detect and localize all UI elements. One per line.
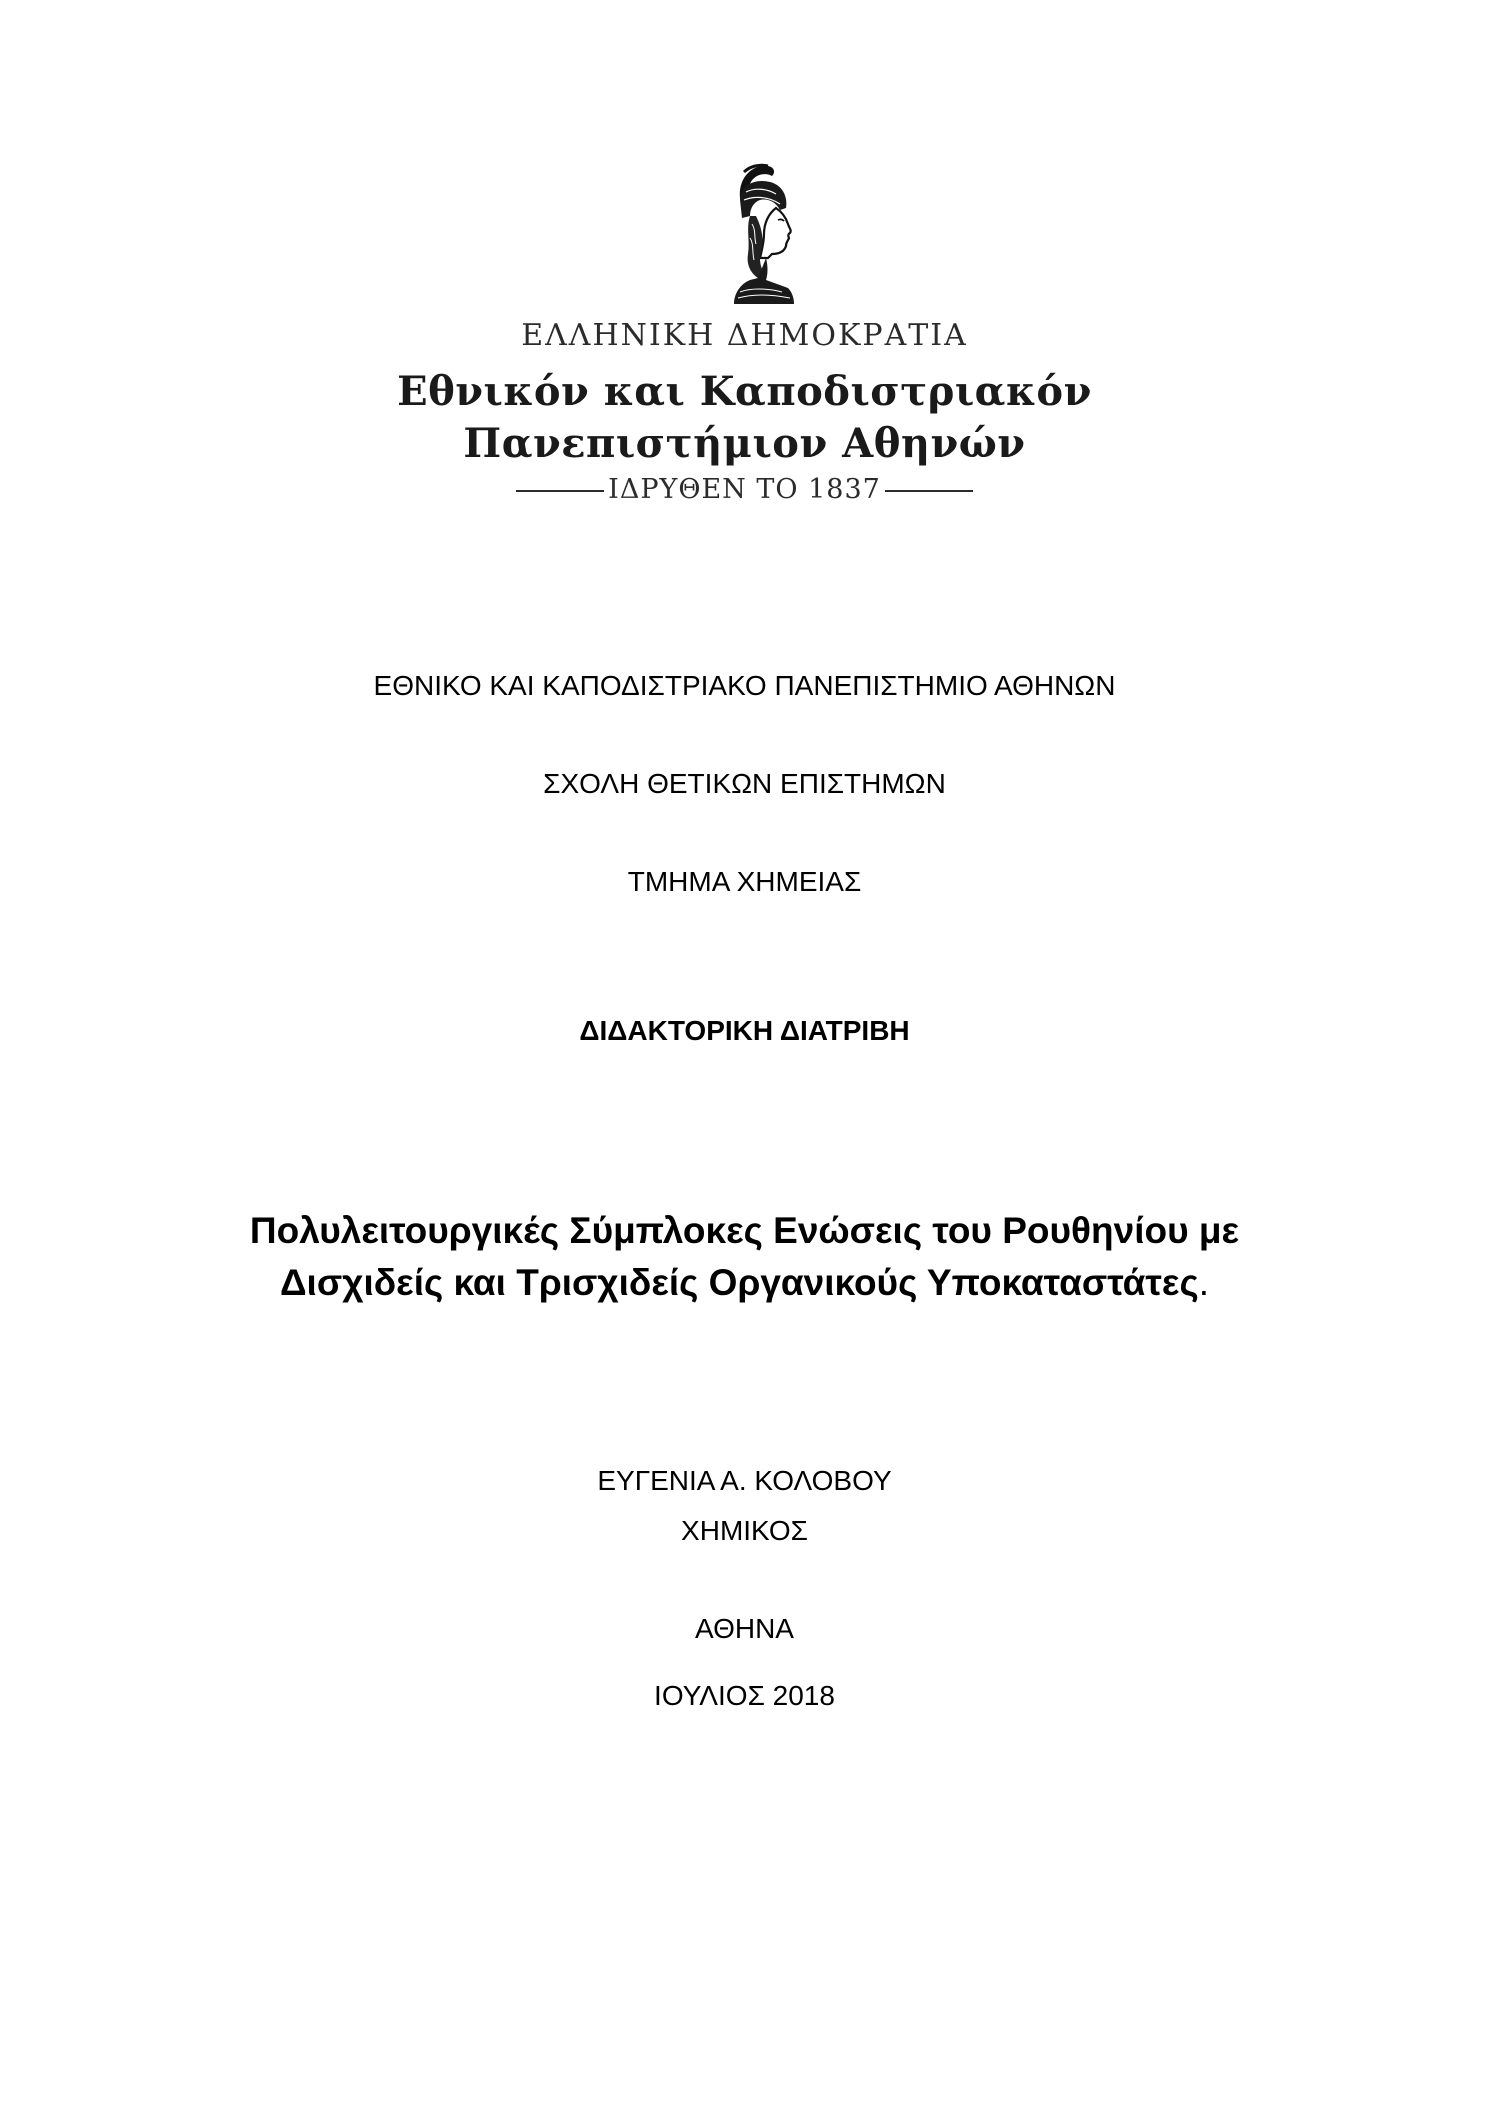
university-name: ΕΘΝΙΚΟ ΚΑΙ ΚΑΠΟΔΙΣΤΡΙΑΚΟ ΠΑΝΕΠΙΣΤΗΜΙΟ ΑΘΗΝΩΝ xyxy=(373,670,1116,701)
thesis-title-period: . xyxy=(1198,1262,1210,1303)
seal-republic-text: ΕΛΛΗΝΙΚΗ ΔΗΜΟΚΡΑΤΙΑ xyxy=(521,318,968,353)
thesis-title-line2 xyxy=(0,1262,1489,1304)
seal-founded-text: ΙΔΡΥΘΕΝ ΤΟ 1837 xyxy=(608,474,881,505)
department-name: ΤΜΗΜΑ ΧΗΜΕΙΑΣ xyxy=(627,866,862,897)
seal-university-line1: Εθνικόν και Καποδιστριακόν xyxy=(397,368,1092,415)
school-name: ΣΧΟΛΗ ΘΕΤΙΚΩΝ ΕΠΙΣΤΗΜΩΝ xyxy=(543,768,946,799)
seal-university-line2: Πανεπιστήμιον Αθηνών xyxy=(463,420,1026,467)
document-type: ΔΙΔΑΚΤΟΡΙΚΗ ΔΙΑΤΡΙΒΗ xyxy=(579,1015,910,1046)
thesis-title-line2-text: Δισχιδείς και Τρισχιδείς Οργανικούς Υποκαταστάτες xyxy=(279,1262,1199,1303)
date: ΙΟΥΛΙΟΣ 2018 xyxy=(654,1680,835,1711)
seal-rule-right xyxy=(885,490,973,492)
seal-rule-left xyxy=(516,490,604,492)
author-role: ΧΗΜΙΚΟΣ xyxy=(681,1515,808,1546)
city: ΑΘΗΝΑ xyxy=(695,1613,794,1644)
thesis-title-line1: Πολυλειτουργικές Σύμπλοκες Ενώσεις του Ρουθηνίου με xyxy=(249,1210,1240,1251)
seal-founded xyxy=(0,474,1489,505)
athena-head-icon xyxy=(710,158,810,308)
author-name: ΕΥΓΕΝΙΑ Α. ΚΟΛΟΒΟΥ xyxy=(597,1465,892,1496)
